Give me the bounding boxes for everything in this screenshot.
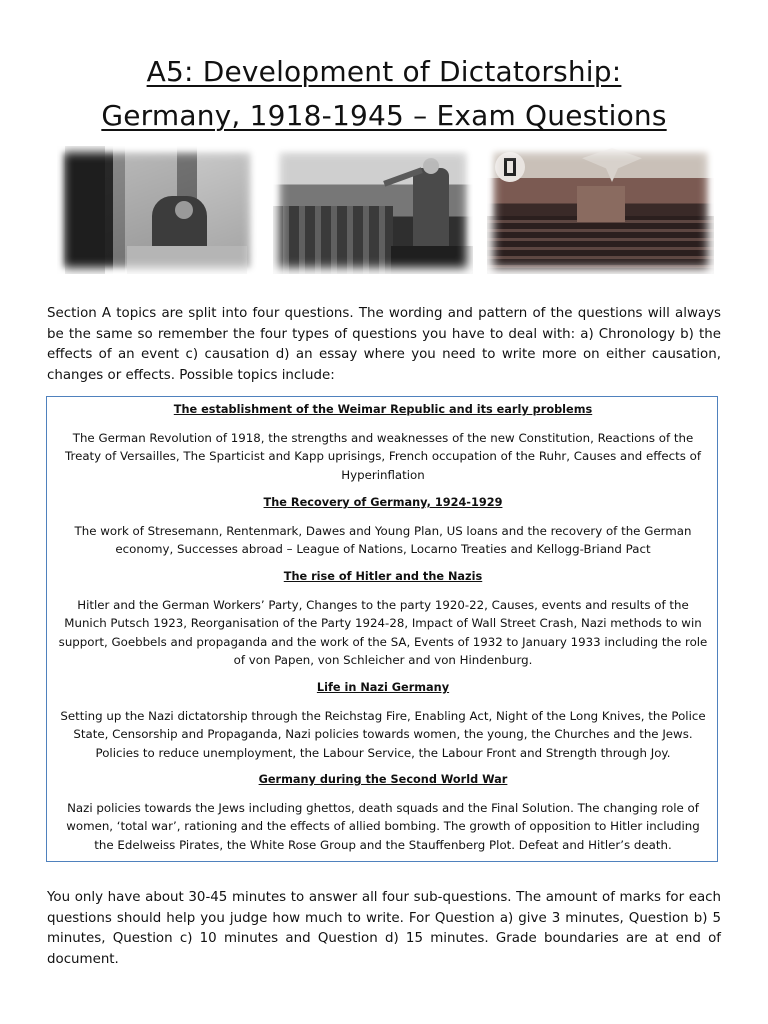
- page-title: [0, 50, 768, 138]
- intro-paragraph: Section A topics are split into four questions. The wording and pattern of the questions will always be the same so remember the four types of questions you have to deal with: a) Chronology b) the effects of an event c) causation d) an essay where you need to write more on either causation, changes or effects. Possible topics include:: [47, 306, 721, 383]
- outro-paragraph: You only have about 30-45 minutes to answer all four sub-questions. The amount of marks for each questions should help you judge how much to write. For Question a) give 3 minutes, Question b) 5 minutes, Question c) 10 minutes and Question d) 15 minutes. Grade boundaries are at end of document.: [47, 890, 721, 967]
- photo-strip: [57, 146, 714, 274]
- topic-heading: Life in Nazi Germany: [316, 681, 450, 694]
- title-line-1: A5: Development of Dictatorship:: [146, 55, 622, 88]
- topic-section: [57, 568, 709, 670]
- topic-heading: The rise of Hitler and the Nazis: [283, 570, 483, 583]
- topic-body: Hitler and the German Workers’ Party, Changes to the party 1920-22, Causes, events and results of the Munich Putsch 1923, Reorganisation of the Party 1924-28, Impact of Wall Street Crash, Nazi methods to win support, Goebbels and propaganda and the work of the SA, Events of 1932 to January 1933 including the role of von Papen, von Schleicher and von Hindenburg.: [58, 597, 708, 667]
- topic-body: The work of Stresemann, Rentenmark, Dawes and Young Plan, US loans and the recovery of the German economy, Successes abroad – League of Nations, Locarno Treaties and Kellogg-Briand Pact: [74, 523, 692, 556]
- topic-body: Nazi policies towards the Jews including ghettos, death squads and the Final Solution. The changing role of women, ‘total war’, rationing and the effects of allied bombing. The growth of opposition to Hitler including the Edelweiss Pirates, the White Rose Group and the Stauffenberg Plot. Defeat and Hitler’s death.: [66, 800, 700, 852]
- topics-box: [46, 396, 718, 862]
- topic-section: [57, 494, 709, 559]
- photo-street-scene: [57, 146, 257, 274]
- topic-heading: Germany during the Second World War: [258, 773, 508, 786]
- topic-heading: The Recovery of Germany, 1924-1929: [263, 496, 503, 509]
- topic-section: [57, 679, 709, 762]
- photo-reichstag-assembly: [487, 146, 714, 274]
- topic-heading: The establishment of the Weimar Republic and its early problems: [173, 403, 593, 416]
- topic-body: The German Revolution of 1918, the strengths and weaknesses of the new Constitution, Reactions of the Treaty of Versailles, The Sparticist and Kapp uprisings, French occupation of the Ruhr, Causes and effects of Hyperinflation: [65, 430, 701, 482]
- topic-body: Setting up the Nazi dictatorship through the Reichstag Fire, Enabling Act, Night of the Long Knives, the Police State, Censorship and Propaganda, Nazi policies towards women, the young, the Churches and the Jews. Policies to reduce unemployment, the Labour Service, the Labour Front and Strength through Joy.: [60, 708, 706, 760]
- topic-section: [57, 771, 709, 854]
- photo-hitler-salute: [273, 146, 473, 274]
- topic-section: [57, 401, 709, 484]
- title-line-2: Germany, 1918-1945 – Exam Questions: [101, 99, 667, 132]
